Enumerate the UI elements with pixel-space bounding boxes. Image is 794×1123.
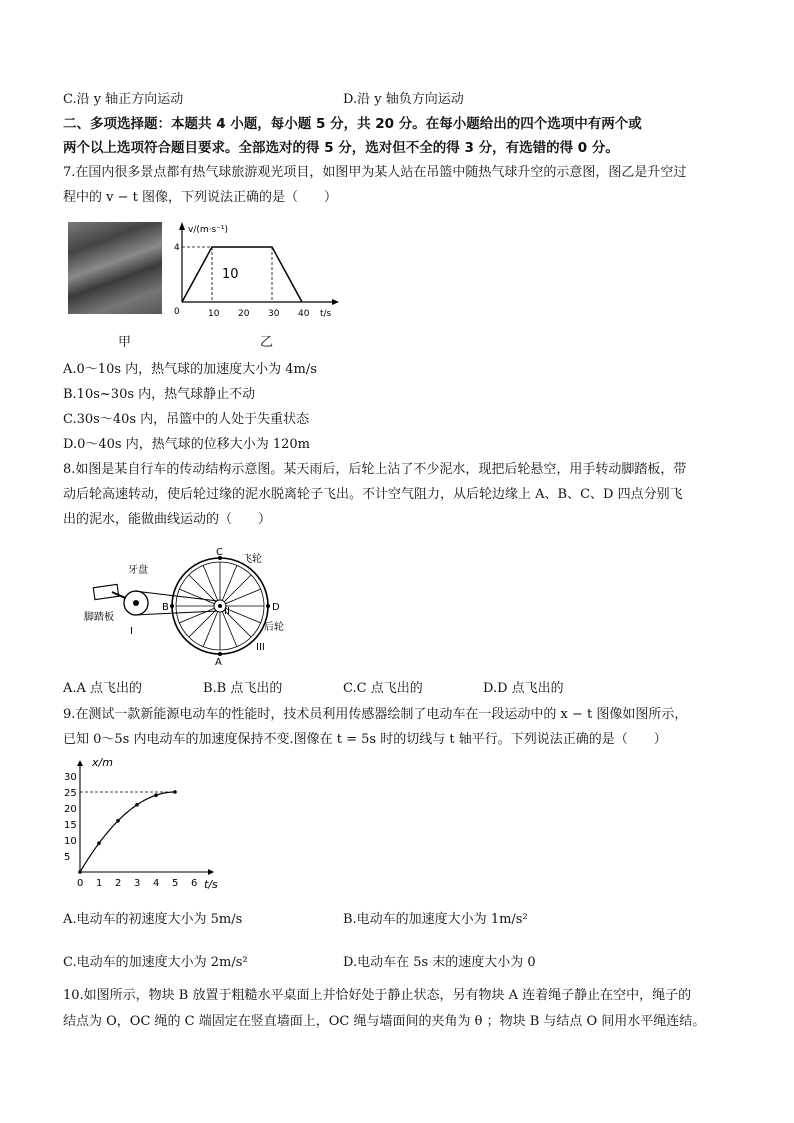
vt-x-tick-10: 10 (208, 309, 220, 319)
vt-x-tick-20: 20 (238, 309, 250, 319)
label-C: C (216, 548, 223, 558)
option-c-top: C.沿 y 轴正方向运动 (63, 92, 184, 107)
q8-option-a: A.A 点飞出的 (63, 681, 143, 696)
y-tick-label: 30 (64, 772, 77, 783)
vt-x-tick-30: 30 (268, 309, 280, 319)
label-jiaotaban: 脚踏板 (84, 612, 114, 623)
x-tick-label: 5 (172, 878, 179, 889)
q7-option-a: A.0～10s 内，热气球的加速度大小为 4m/s (63, 362, 317, 377)
x-axis-arrow (208, 869, 214, 875)
vt-origin: 0 (174, 307, 180, 317)
label-II: II (224, 606, 230, 617)
data-point (78, 870, 82, 874)
x-tick-label: 1 (96, 878, 103, 889)
x-tick-label: 4 (153, 878, 160, 889)
q7-stem-line1: 7.在国内很多景点都有热气球旅游观光项目，如图甲为某人站在吊篮中随热气球升空的示意图，图乙是升空过 (63, 165, 687, 180)
q10-stem-line1: 10.如图所示，物块 B 放置于粗糙水平桌面上并恰好处于静止状态，另有物块 A 连着绳子静止在空中，绳子的 (63, 988, 692, 1003)
q8-stem-line2: 动后轮高速转动，使后轮过缘的泥水脱离轮子飞出。不计空气阻力，从后轮边缘上 A、B、C、D 四点分别飞 (63, 487, 683, 502)
q8-stem-line3: 出的泥水，能做曲线运动的（ ） (63, 512, 272, 527)
data-point (173, 790, 177, 794)
q10-stem-line2: 结点为 O，OC 绳的 C 端固定在竖直墙面上，OC 绳与墙面间的夹角为 θ ；物块 B 与结点 O 间用水平绳连结。 (63, 1014, 706, 1029)
label-B: B (162, 602, 169, 613)
q8-option-c: C.C 点飞出的 (343, 681, 423, 696)
bicycle-transmission-diagram (84, 548, 284, 668)
y-tick-label: 5 (64, 852, 71, 863)
xt-curve (80, 792, 175, 872)
label-A: A (215, 657, 222, 668)
vt-y-tick-4: 4 (174, 243, 180, 253)
label-feilun: 飞轮 (242, 554, 262, 565)
q7-vt-graph (172, 220, 342, 322)
y-tick-label: 25 (64, 788, 77, 799)
xt-x-axis-label: t/s (204, 878, 218, 891)
data-point (135, 803, 139, 807)
q7-option-b: B.10s~30s 内，热气球静止不动 (63, 387, 256, 402)
option-d-top: D.沿 y 轴负方向运动 (343, 92, 464, 107)
label-houlun: 后轮 (264, 622, 284, 633)
q8-option-b: B.B 点飞出的 (203, 681, 283, 696)
q9-option-d: D.电动车在 5s 末的速度大小为 0 (343, 955, 536, 970)
x-tick-label: 2 (115, 878, 122, 889)
q9-stem-line2: 已知 0～5s 内电动车的加速度保持不变.图像在 t = 5s 时的切线与 t 轴平行。下列说法正确的是（ ） (63, 732, 667, 747)
x-tick-label: 0 (77, 878, 84, 889)
hot-air-balloon-photo (68, 222, 162, 314)
data-point (154, 793, 158, 797)
label-yapan: 牙盘 (128, 565, 148, 576)
q9-stem-line1: 9.在测试一款新能源电动车的性能时，技术员利用传感器绘制了电动车在一段运动中的 x − t 图像如图所示， (63, 707, 688, 722)
q9-option-c: C.电动车的加速度大小为 2m/s² (63, 955, 248, 970)
y-tick-label: 20 (64, 804, 77, 815)
q8-stem-line1: 8.如图是某自行车的传动结构示意图。某天雨后，后轮上沾了不少泥水，现把后轮悬空，用手转动脚踏板，带 (63, 462, 687, 477)
q8-option-d: D.D 点飞出的 (483, 681, 564, 696)
q7-option-d: D.0～40s 内，热气球的位移大小为 120m (63, 437, 310, 452)
q9-option-b: B.电动车的加速度大小为 1m/s² (343, 912, 528, 927)
label-I: I (130, 626, 133, 637)
vt-y-axis-label: v/(m·s⁻¹) (188, 225, 229, 235)
y-axis-arrow (77, 760, 83, 766)
x-tick-label: 6 (191, 878, 198, 889)
vt-x-tick-40: 40 (298, 309, 310, 319)
vt-x-axis-label: t/s (320, 309, 332, 319)
x-tick-label: 3 (134, 878, 141, 889)
section-heading-line1: 二、多项选择题：本题共 4 小题，每小题 5 分，共 20 分。在每小题给出的四个选项中有两个或 (63, 116, 642, 132)
q7-option-c: C.30s～40s 内，吊篮中的人处于失重状态 (63, 412, 310, 427)
xt-y-axis-label: x/m (92, 756, 113, 769)
fig-label-yi: 乙 (260, 335, 274, 350)
q9-xt-chart (62, 754, 232, 894)
data-point (97, 841, 101, 845)
vt-area-label: 10 (222, 267, 239, 282)
section-heading-line2: 两个以上选项符合题目要求。全部选对的得 5 分，选对但不全的得 3 分，有选错的得 0 分。 (63, 140, 619, 156)
label-D: D (272, 602, 280, 613)
data-point (116, 819, 120, 823)
fig-label-jia: 甲 (118, 335, 132, 350)
label-III: III (256, 642, 265, 653)
q7-stem-line2: 程中的 v − t 图像，下列说法正确的是（ ） (63, 190, 337, 205)
y-tick-label: 15 (64, 820, 77, 831)
q9-option-a: A.电动车的初速度大小为 5m/s (63, 912, 243, 927)
y-tick-label: 10 (64, 836, 77, 847)
